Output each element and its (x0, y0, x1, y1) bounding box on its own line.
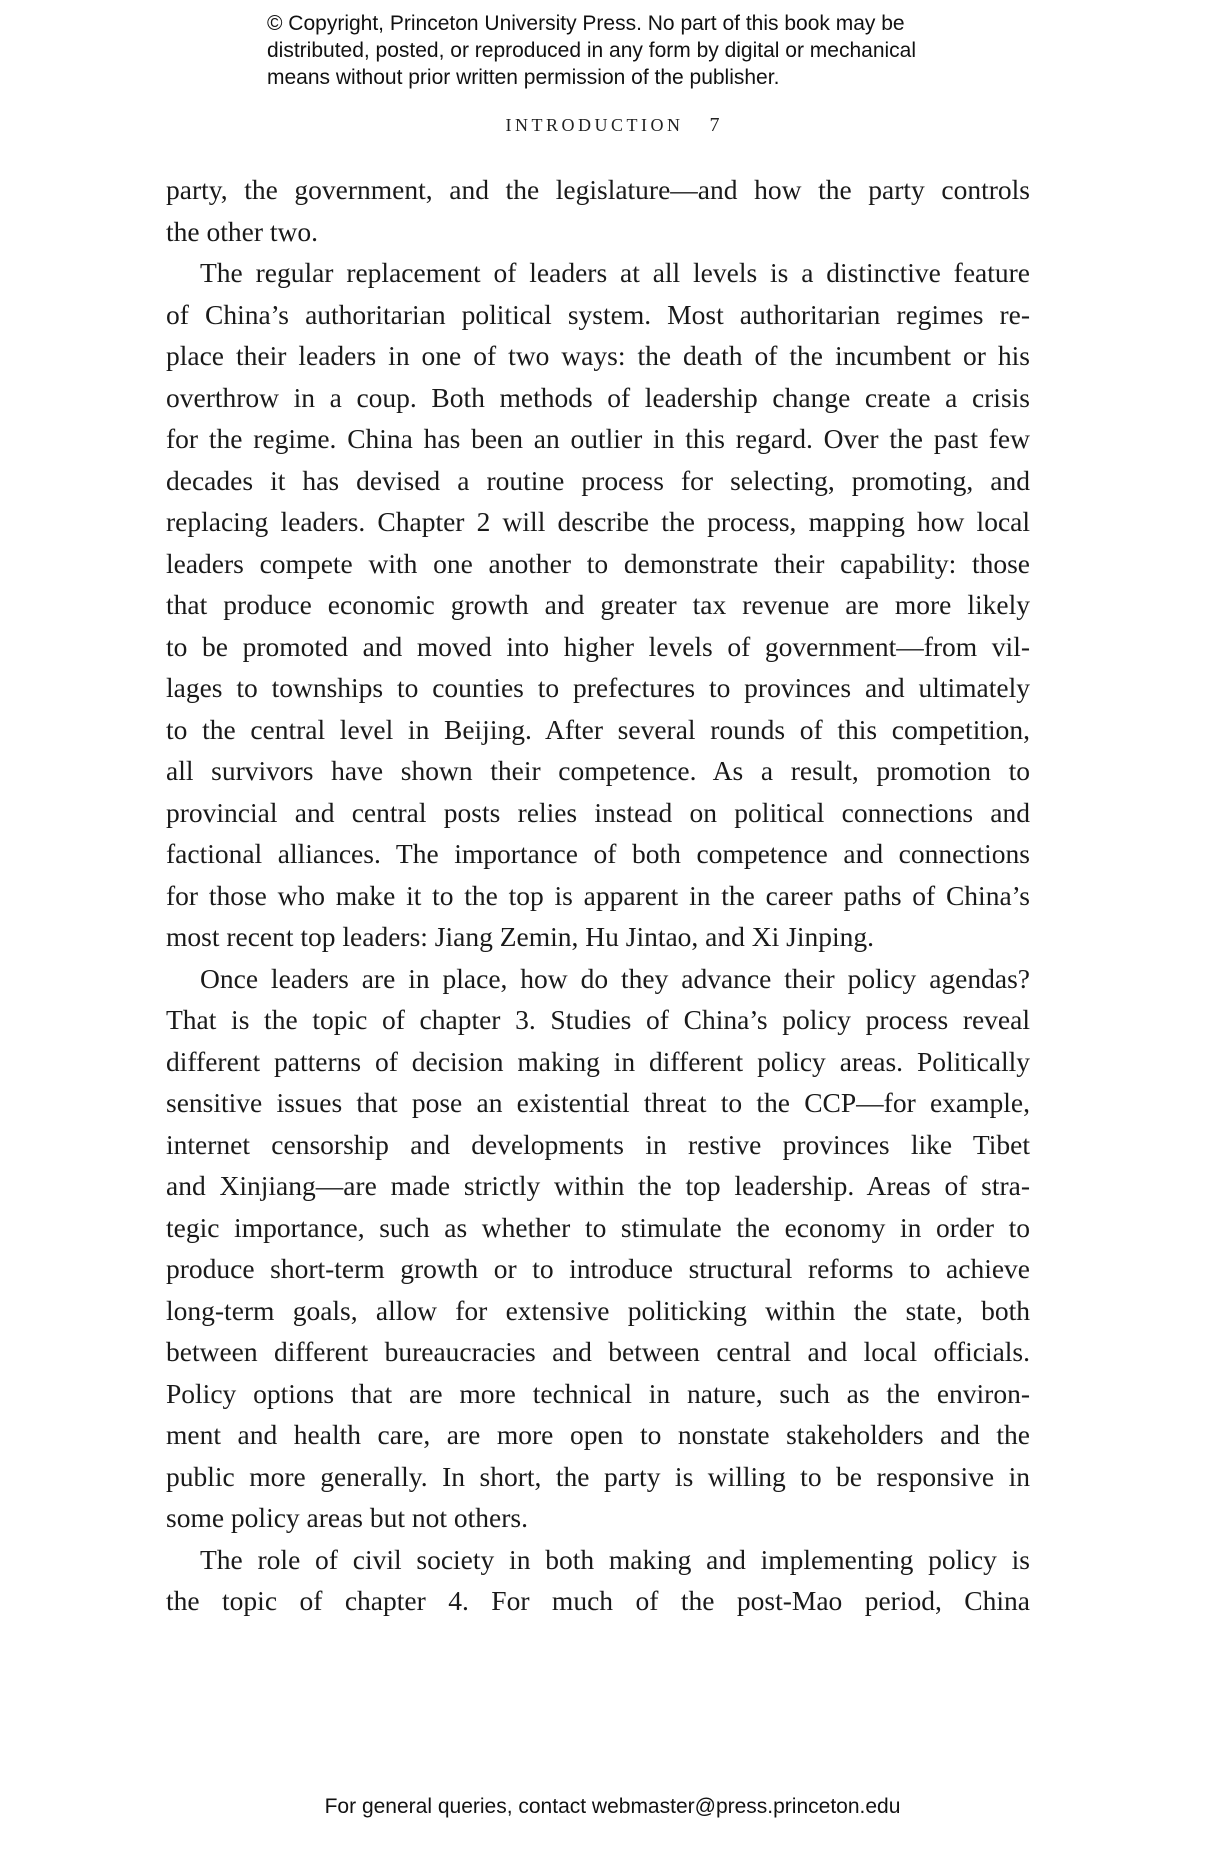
copyright-line: © Copyright, Princeton University Press. No part of this book may be (267, 12, 905, 35)
text-line: sensitive issues that pose an existential threat to the CCP—for example, (166, 1087, 1030, 1118)
running-head-section: INTRODUCTION (505, 115, 684, 135)
text-line: internet censorship and developments in restive provinces like Tibet (166, 1128, 1030, 1160)
text-line: The regular replacement of leaders at all levels is a distinctive feature (200, 257, 1030, 288)
running-head (0, 114, 1225, 137)
copyright-line: means without prior written permission of the publisher. (267, 66, 780, 89)
text-line: the topic of chapter 4. For much of the post-Mao period, China (166, 1585, 1030, 1616)
footer-contact: For general queries, contact webmaster@press.princeton.edu (324, 1795, 901, 1818)
text-line: overthrow in a coup. Both methods of leadership change create a crisis (166, 381, 1030, 413)
text-line: for those who make it to the top is apparent in the career paths of China’s (166, 879, 1030, 911)
text-line: Policy options that are more technical in nature, such as the environ- (166, 1377, 1030, 1409)
text-line: to be promoted and moved into higher levels of government—from vil- (166, 630, 1030, 662)
text-line: produce short-term growth or to introduce structural reforms to achieve (166, 1253, 1030, 1284)
text-line: some policy areas but not others. (166, 1502, 528, 1533)
text-line: provincial and central posts relies instead on political connections and (166, 796, 1030, 828)
page-number: 7 (709, 114, 720, 136)
text-line: factional alliances. The importance of both competence and connections (166, 838, 1030, 869)
text-line: place their leaders in one of two ways: the death of the incumbent or his (166, 340, 1030, 371)
text-line: the other two. (166, 215, 318, 247)
text-line: replacing leaders. Chapter 2 will describe the process, mapping how local (166, 506, 1030, 537)
text-line: different patterns of decision making in different policy areas. Politically (166, 1045, 1030, 1077)
text-line: party, the government, and the legislature—and how the party controls (166, 174, 1030, 205)
text-line: Once leaders are in place, how do they advance their policy agendas? (200, 962, 1030, 994)
text-line: The role of civil society in both making and implementing policy is (200, 1543, 1030, 1575)
text-line: long-term goals, allow for extensive politicking within the state, both (166, 1294, 1030, 1326)
text-line: That is the topic of chapter 3. Studies of China’s policy process reveal (166, 1004, 1030, 1035)
text-line: and Xinjiang—are made strictly within the top leadership. Areas of stra- (166, 1170, 1030, 1201)
text-line: most recent top leaders: Jiang Zemin, Hu Jintao, and Xi Jinping. (166, 921, 874, 952)
text-line: leaders compete with one another to demonstrate their capability: those (166, 547, 1030, 579)
text-line: all survivors have shown their competence. As a result, promotion to (166, 755, 1030, 786)
text-line: of China’s authoritarian political system. Most authoritarian regimes re- (166, 298, 1030, 330)
text-line: decades it has devised a routine process for selecting, promoting, and (166, 464, 1030, 496)
text-line: to the central level in Beijing. After several rounds of this competition, (166, 713, 1030, 745)
text-line: between different bureaucracies and between central and local officials. (166, 1336, 1030, 1367)
text-line: tegic importance, such as whether to stimulate the economy in order to (166, 1211, 1030, 1243)
text-line: ment and health care, are more open to nonstate stakeholders and the (166, 1419, 1030, 1450)
text-line: lages to townships to counties to prefectures to provinces and ultimately (166, 672, 1030, 703)
body-text (166, 169, 1030, 1622)
text-line: public more generally. In short, the party is willing to be responsive in (166, 1460, 1030, 1492)
copyright-notice (267, 10, 1027, 91)
text-line: for the regime. China has been an outlier in this regard. Over the past few (166, 423, 1030, 454)
text-line: that produce economic growth and greater tax revenue are more likely (166, 589, 1030, 620)
copyright-line: distributed, posted, or reproduced in any form by digital or mechanical (267, 39, 917, 62)
